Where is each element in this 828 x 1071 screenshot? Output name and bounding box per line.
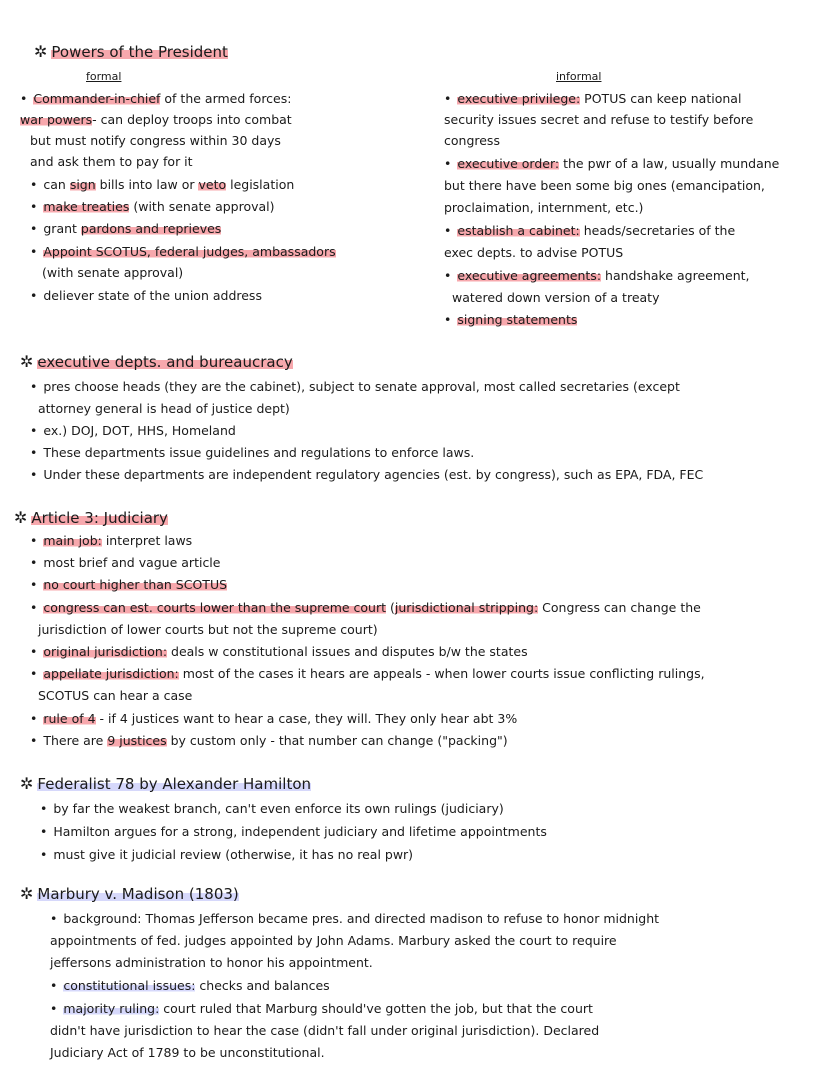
article3-line-3: • no court higher than SCOTUS [30, 577, 228, 592]
article3-line-7: • appellate jurisdiction: most of the cases it hears are appeals - when lower courts issue conflicting rulings, [30, 666, 705, 681]
formal-label: formal [86, 70, 122, 83]
article3-heading [14, 508, 168, 528]
formal-line-7: • grant pardons and reprieves [30, 221, 222, 236]
star-icon: ✲ [20, 884, 34, 903]
fed78-line-1: • by far the weakest branch, can't even enforce its own rulings (judiciary) [40, 801, 504, 816]
informal-line-5: but there have been some big ones (emancipation, [444, 178, 765, 193]
formal-line-5: • can sign bills into law or veto legislation [30, 177, 295, 192]
formal-line-8: • Appoint SCOTUS, federal judges, ambassadors [30, 244, 336, 259]
informal-line-2: security issues secret and refuse to testify before [444, 112, 754, 127]
fed78-title: Federalist 78 by Alexander Hamilton [37, 775, 312, 793]
article3-line-2: • most brief and vague article [30, 555, 221, 570]
exec-line-2: attorney general is head of justice dept) [38, 401, 290, 416]
fed78-line-3: • must give it judicial review (otherwise, it has no real pwr) [40, 847, 414, 862]
article3-line-10: • There are 9 justices by custom only - that number can change ("packing") [30, 733, 508, 748]
star-icon: ✲ [20, 774, 34, 793]
formal-line-6: • make treaties (with senate approval) [30, 199, 275, 214]
exec-line-3: • ex.) DOJ, DOT, HHS, Homeland [30, 423, 236, 438]
exec-line-1: • pres choose heads (they are the cabinet), subject to senate approval, most called secretaries (except [30, 379, 680, 394]
article3-line-8: SCOTUS can hear a case [38, 688, 193, 703]
marbury-line-7: Judiciary Act of 1789 to be unconstitutional. [50, 1045, 325, 1060]
article3-title: Article 3: Judiciary [31, 509, 168, 527]
marbury-line-1: • background: Thomas Jefferson became pres. and directed madison to refuse to honor midnight [50, 911, 660, 926]
marbury-line-3: jeffersons administration to honor his appointment. [50, 955, 373, 970]
president-heading [34, 42, 228, 62]
formal-line-4: and ask them to pay for it [30, 154, 193, 169]
marbury-heading [20, 884, 239, 904]
informal-line-4: • executive order: the pwr of a law, usually mundane [444, 156, 780, 171]
exec-depts-title: executive depts. and bureaucracy [37, 353, 293, 371]
formal-line-10: • deliever state of the union address [30, 288, 262, 303]
article3-line-9: • rule of 4 - if 4 justices want to hear a case, they will. They only hear abt 3% [30, 711, 518, 726]
fed78-line-2: • Hamilton argues for a strong, independent judiciary and lifetime appointments [40, 824, 547, 839]
formal-line-3: but must notify congress within 30 days [30, 133, 281, 148]
article3-line-6: • original jurisdiction: deals w constitutional issues and disputes b/w the states [30, 644, 528, 659]
marbury-line-5: • majority ruling: court ruled that Marburg should've gotten the job, but that the court [50, 1001, 593, 1016]
informal-line-8: exec depts. to advise POTUS [444, 245, 624, 260]
marbury-title: Marbury v. Madison (1803) [37, 885, 239, 903]
formal-line-2: war powers- can deploy troops into combat [20, 112, 292, 127]
formal-line-1: • Commander-in-chief of the armed forces: [20, 91, 292, 106]
informal-line-3: congress [444, 133, 500, 148]
bullet-dot: • [20, 91, 28, 106]
article3-line-4: • congress can est. courts lower than the supreme court (jurisdictional stripping: Congress can change the [30, 600, 701, 615]
exec-depts-heading [20, 352, 293, 372]
formal-line-9: (with senate approval) [42, 265, 184, 280]
article3-line-5: jurisdiction of lower courts but not the supreme court) [38, 622, 378, 637]
informal-label: informal [556, 70, 602, 83]
informal-line-11: • signing statements [444, 312, 578, 327]
marbury-line-4: • constitutional issues: checks and balances [50, 978, 330, 993]
exec-line-5: • Under these departments are independent regulatory agencies (est. by congress), such as EPA, FDA, FEC [30, 467, 704, 482]
star-icon: ✲ [34, 42, 48, 61]
fed78-heading [20, 774, 311, 794]
informal-line-9: • executive agreements: handshake agreement, [444, 268, 750, 283]
star-icon: ✲ [20, 352, 34, 371]
informal-line-7: • establish a cabinet: heads/secretaries of the [444, 223, 736, 238]
informal-line-6: proclaimation, internment, etc.) [444, 200, 644, 215]
informal-line-1: • executive privilege: POTUS can keep national [444, 91, 742, 106]
informal-line-10: watered down version of a treaty [452, 290, 660, 305]
exec-line-4: • These departments issue guidelines and regulations to enforce laws. [30, 445, 475, 460]
article3-line-1: • main job: interpret laws [30, 533, 193, 548]
marbury-line-2: appointments of fed. judges appointed by John Adams. Marbury asked the court to require [50, 933, 617, 948]
marbury-line-6: didn't have jurisdiction to hear the case (didn't fall under original jurisdiction). Declared [50, 1023, 600, 1038]
president-title: Powers of the President [51, 43, 228, 61]
star-icon: ✲ [14, 508, 28, 527]
